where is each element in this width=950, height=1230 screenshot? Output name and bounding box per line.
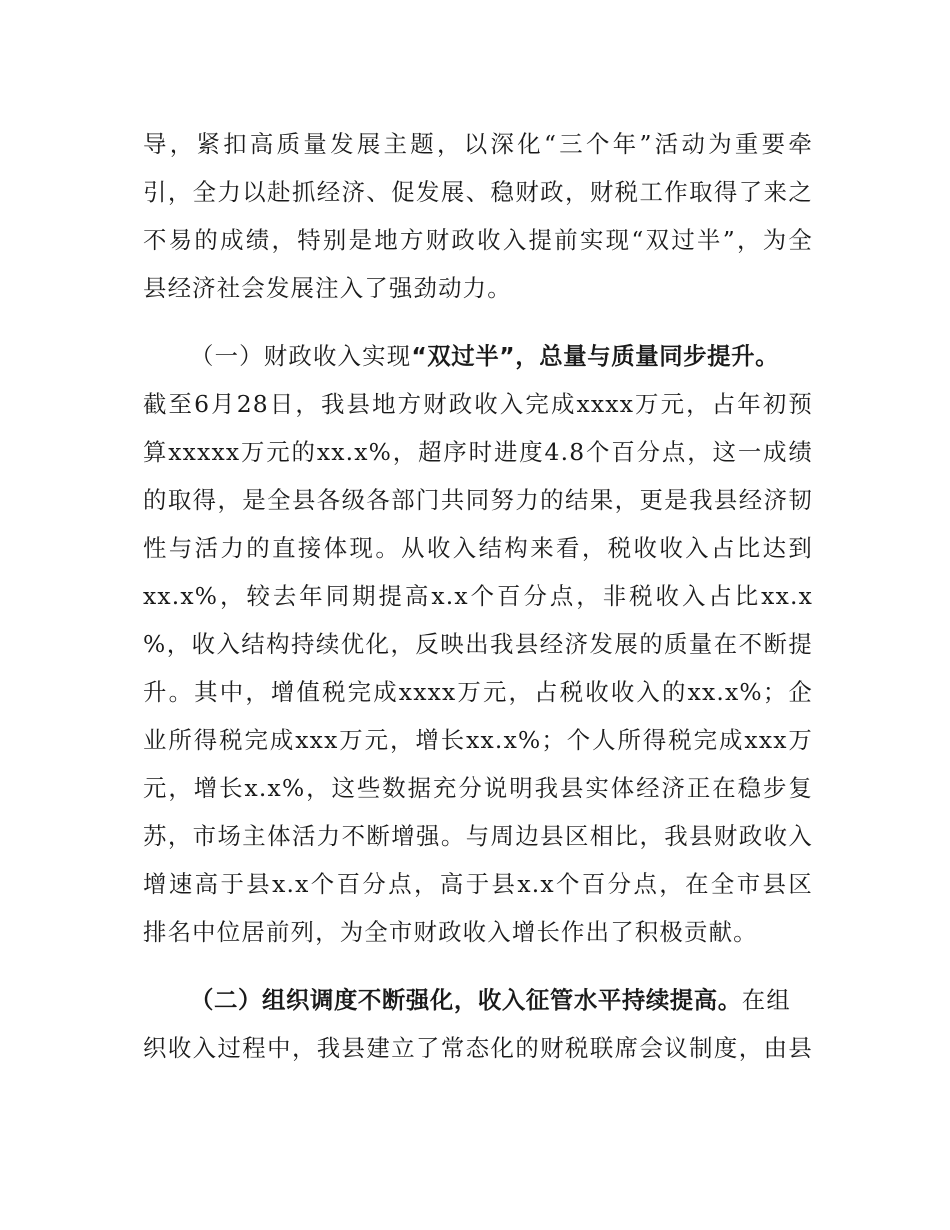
section1-line-11: 增速高于县x.x个百分点，高于县x.x个百分点，在全市县区 xyxy=(143,870,813,898)
section2-heading xyxy=(190,980,813,1020)
section1-line-3: 的取得，是全县各级各部门共同努力的结果，更是我县经济韧 xyxy=(143,486,813,514)
intro-line-2: 引，全力以赴抓经济、促发展、稳财政，财税工作取得了来之 xyxy=(143,178,813,206)
section1-line-6: %，收入结构持续优化，反映出我县经济发展的质量在不断提 xyxy=(143,630,813,658)
intro-line-1: 导，紧扣高质量发展主题，以深化“三个年”活动为重要牵 xyxy=(143,130,813,158)
section1-line-2: 算xxxxx万元的xx.x%，超序时进度4.8个百分点，这一成绩 xyxy=(143,438,813,466)
section1-line-8: 业所得税完成xxx万元，增长xx.x%；个人所得税完成xxx万 xyxy=(143,726,813,754)
section1-line-9: 元，增长x.x%，这些数据充分说明我县实体经济正在稳步复 xyxy=(143,774,813,802)
section2-line-1: 织收入过程中，我县建立了常态化的财税联席会议制度，由县 xyxy=(143,1034,813,1062)
section1-line-7: 升。其中，增值税完成xxxx万元，占税收收入的xx.x%；企 xyxy=(143,678,813,706)
section1-heading-number: （一）财政收入实现 xyxy=(190,342,412,370)
section1-line-10: 苏，市场主体活力不断增强。与周边县区相比，我县财政收入 xyxy=(143,822,813,850)
intro-line-3: 不易的成绩，特别是地方财政收入提前实现“双过半”，为全 xyxy=(143,226,813,254)
section1-heading xyxy=(190,336,813,376)
section1-line-4: 性与活力的直接体现。从收入结构来看，税收收入占比达到 xyxy=(143,534,813,562)
section2-heading-title: （二）组织调度不断强化，收入征管水平持续提高。 xyxy=(190,986,742,1014)
intro-line-4: 县经济社会发展注入了强劲动力。 xyxy=(143,274,512,302)
section2-heading-tail: 在组 xyxy=(741,986,791,1014)
section1-heading-title: “双过半”，总量与质量同步提升。 xyxy=(411,342,780,370)
section1-line-5: xx.x%，较去年同期提高x.x个百分点，非税收入占比xx.x xyxy=(143,582,813,610)
section1-line-12: 排名中位居前列，为全市财政收入增长作出了积极贡献。 xyxy=(143,918,758,946)
section1-line-1: 截至6月28日，我县地方财政收入完成xxxx万元，占年初预 xyxy=(143,390,813,418)
